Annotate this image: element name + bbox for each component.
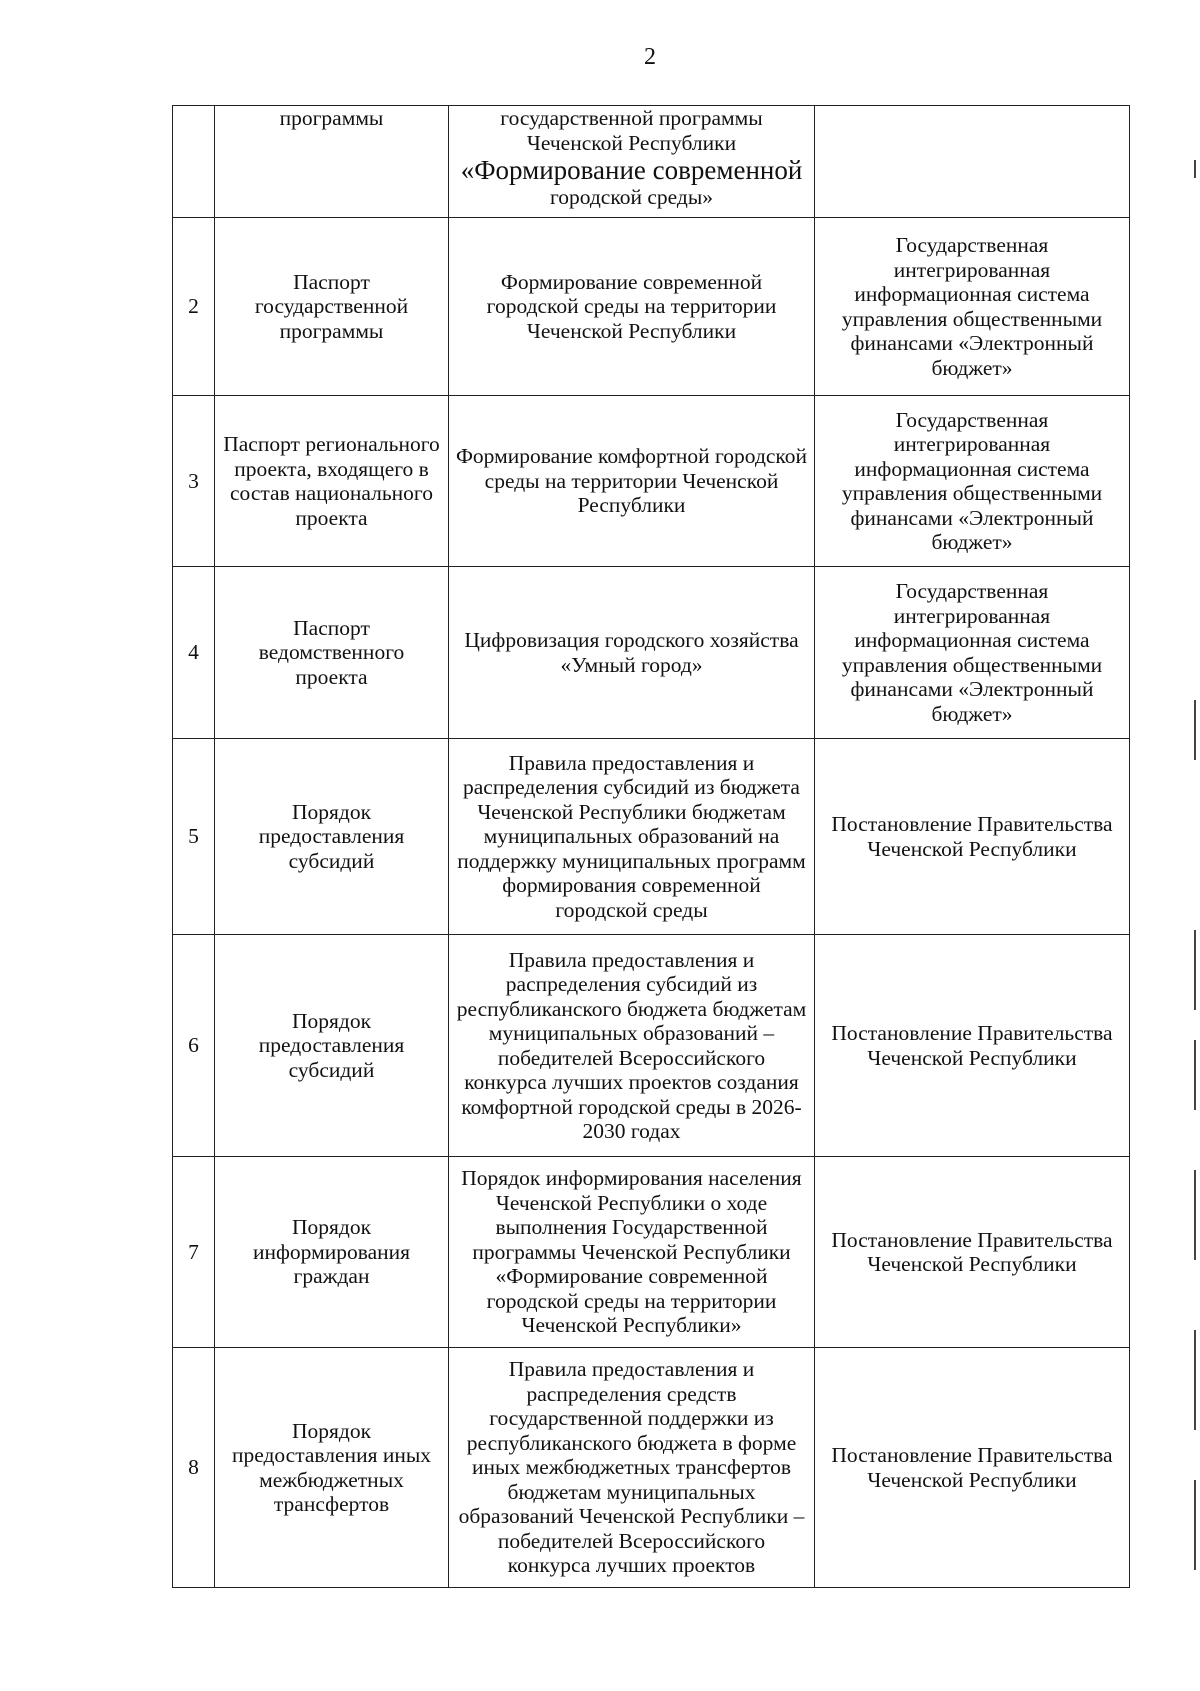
document-source: Государственная интегрированная информационная система управления общественными финансами «Электронный бюджет» (815, 567, 1130, 739)
document-name-line: «Формирование современной (460, 155, 803, 185)
document-type: Порядок предоставления субсидий (215, 739, 449, 935)
document-type: Порядок информирования граждан (215, 1157, 449, 1348)
document-type: Паспорт ведомственного проекта (215, 567, 449, 739)
document-name-line: городской среды» (549, 185, 714, 209)
document-name: Порядок информирования населения Чеченской Республики о ходе выполнения Государственной программы Чеченской Республики «Формирование современной городской среды на территории Чеченской Республики» (449, 1157, 815, 1348)
document-type: Паспорт государственной программы (215, 218, 449, 396)
document-source: Государственная интегрированная информационная система управления общественными финансами «Электронный бюджет» (815, 396, 1130, 567)
document-name: Формирование комфортной городской среды на территории Чеченской Республики (449, 396, 815, 567)
document-source: Постановление Правительства Чеченской Республики (815, 1157, 1130, 1348)
document-name-line: государственной программы (500, 106, 763, 130)
document-source (815, 106, 1130, 218)
table-row (173, 1157, 1130, 1348)
scan-edge-mark (1194, 930, 1196, 1010)
scan-edge-mark (1194, 1330, 1196, 1430)
table-row (173, 396, 1130, 567)
table-row (173, 218, 1130, 396)
document-name: Формирование современной городской среды на территории Чеченской Республики (449, 218, 815, 396)
row-number (173, 106, 215, 218)
table-row (173, 739, 1130, 935)
table-row (173, 1348, 1130, 1588)
page-number: 2 (644, 44, 656, 70)
document-name: Правила предоставления и распределения средств государственной поддержки из республиканского бюджета в форме иных межбюджетных трансфертов бюджетам муниципальных образований Чеченской Республики – победителей Всероссийского конкурса лучших проектов (449, 1348, 815, 1588)
document-name: Правила предоставления и распределения субсидий из бюджета Чеченской Республики бюджетам муниципальных образований на поддержку муниципальных программ формирования современной городской среды (449, 739, 815, 935)
scan-edge-mark (1194, 1170, 1196, 1260)
document-name (449, 106, 815, 218)
row-number: 2 (173, 218, 215, 396)
document-source: Постановление Правительства Чеченской Республики (815, 935, 1130, 1157)
row-number: 6 (173, 935, 215, 1157)
row-number: 8 (173, 1348, 215, 1588)
row-number: 5 (173, 739, 215, 935)
document-name: Цифровизация городского хозяйства «Умный город» (449, 567, 815, 739)
document-source: Постановление Правительства Чеченской Республики (815, 739, 1130, 935)
table-row (173, 106, 1130, 218)
document-type: программы (215, 106, 449, 218)
documents-table (172, 105, 1130, 1588)
scan-edge-mark (1194, 160, 1196, 178)
document-source: Государственная интегрированная информационная система управления общественными финансами «Электронный бюджет» (815, 218, 1130, 396)
document-type: Порядок предоставления иных межбюджетных трансфертов (215, 1348, 449, 1588)
document-source: Постановление Правительства Чеченской Республики (815, 1348, 1130, 1588)
row-number: 4 (173, 567, 215, 739)
table-row (173, 567, 1130, 739)
row-number: 7 (173, 1157, 215, 1348)
document-type: Порядок предоставления субсидий (215, 935, 449, 1157)
scan-edge-mark (1194, 700, 1196, 760)
document-name-line: Чеченской Республики (526, 130, 737, 155)
document-name: Правила предоставления и распределения субсидий из республиканского бюджета бюджетам муниципальных образований – победителей Всероссийского конкурса лучших проектов создания комфортной городской среды в 2026-2030 годах (449, 935, 815, 1157)
scan-edge-mark (1194, 1040, 1196, 1110)
row-number: 3 (173, 396, 215, 567)
document-type: Паспорт регионального проекта, входящего в состав национального проекта (215, 396, 449, 567)
table-row (173, 935, 1130, 1157)
scan-edge-mark (1194, 1480, 1196, 1570)
